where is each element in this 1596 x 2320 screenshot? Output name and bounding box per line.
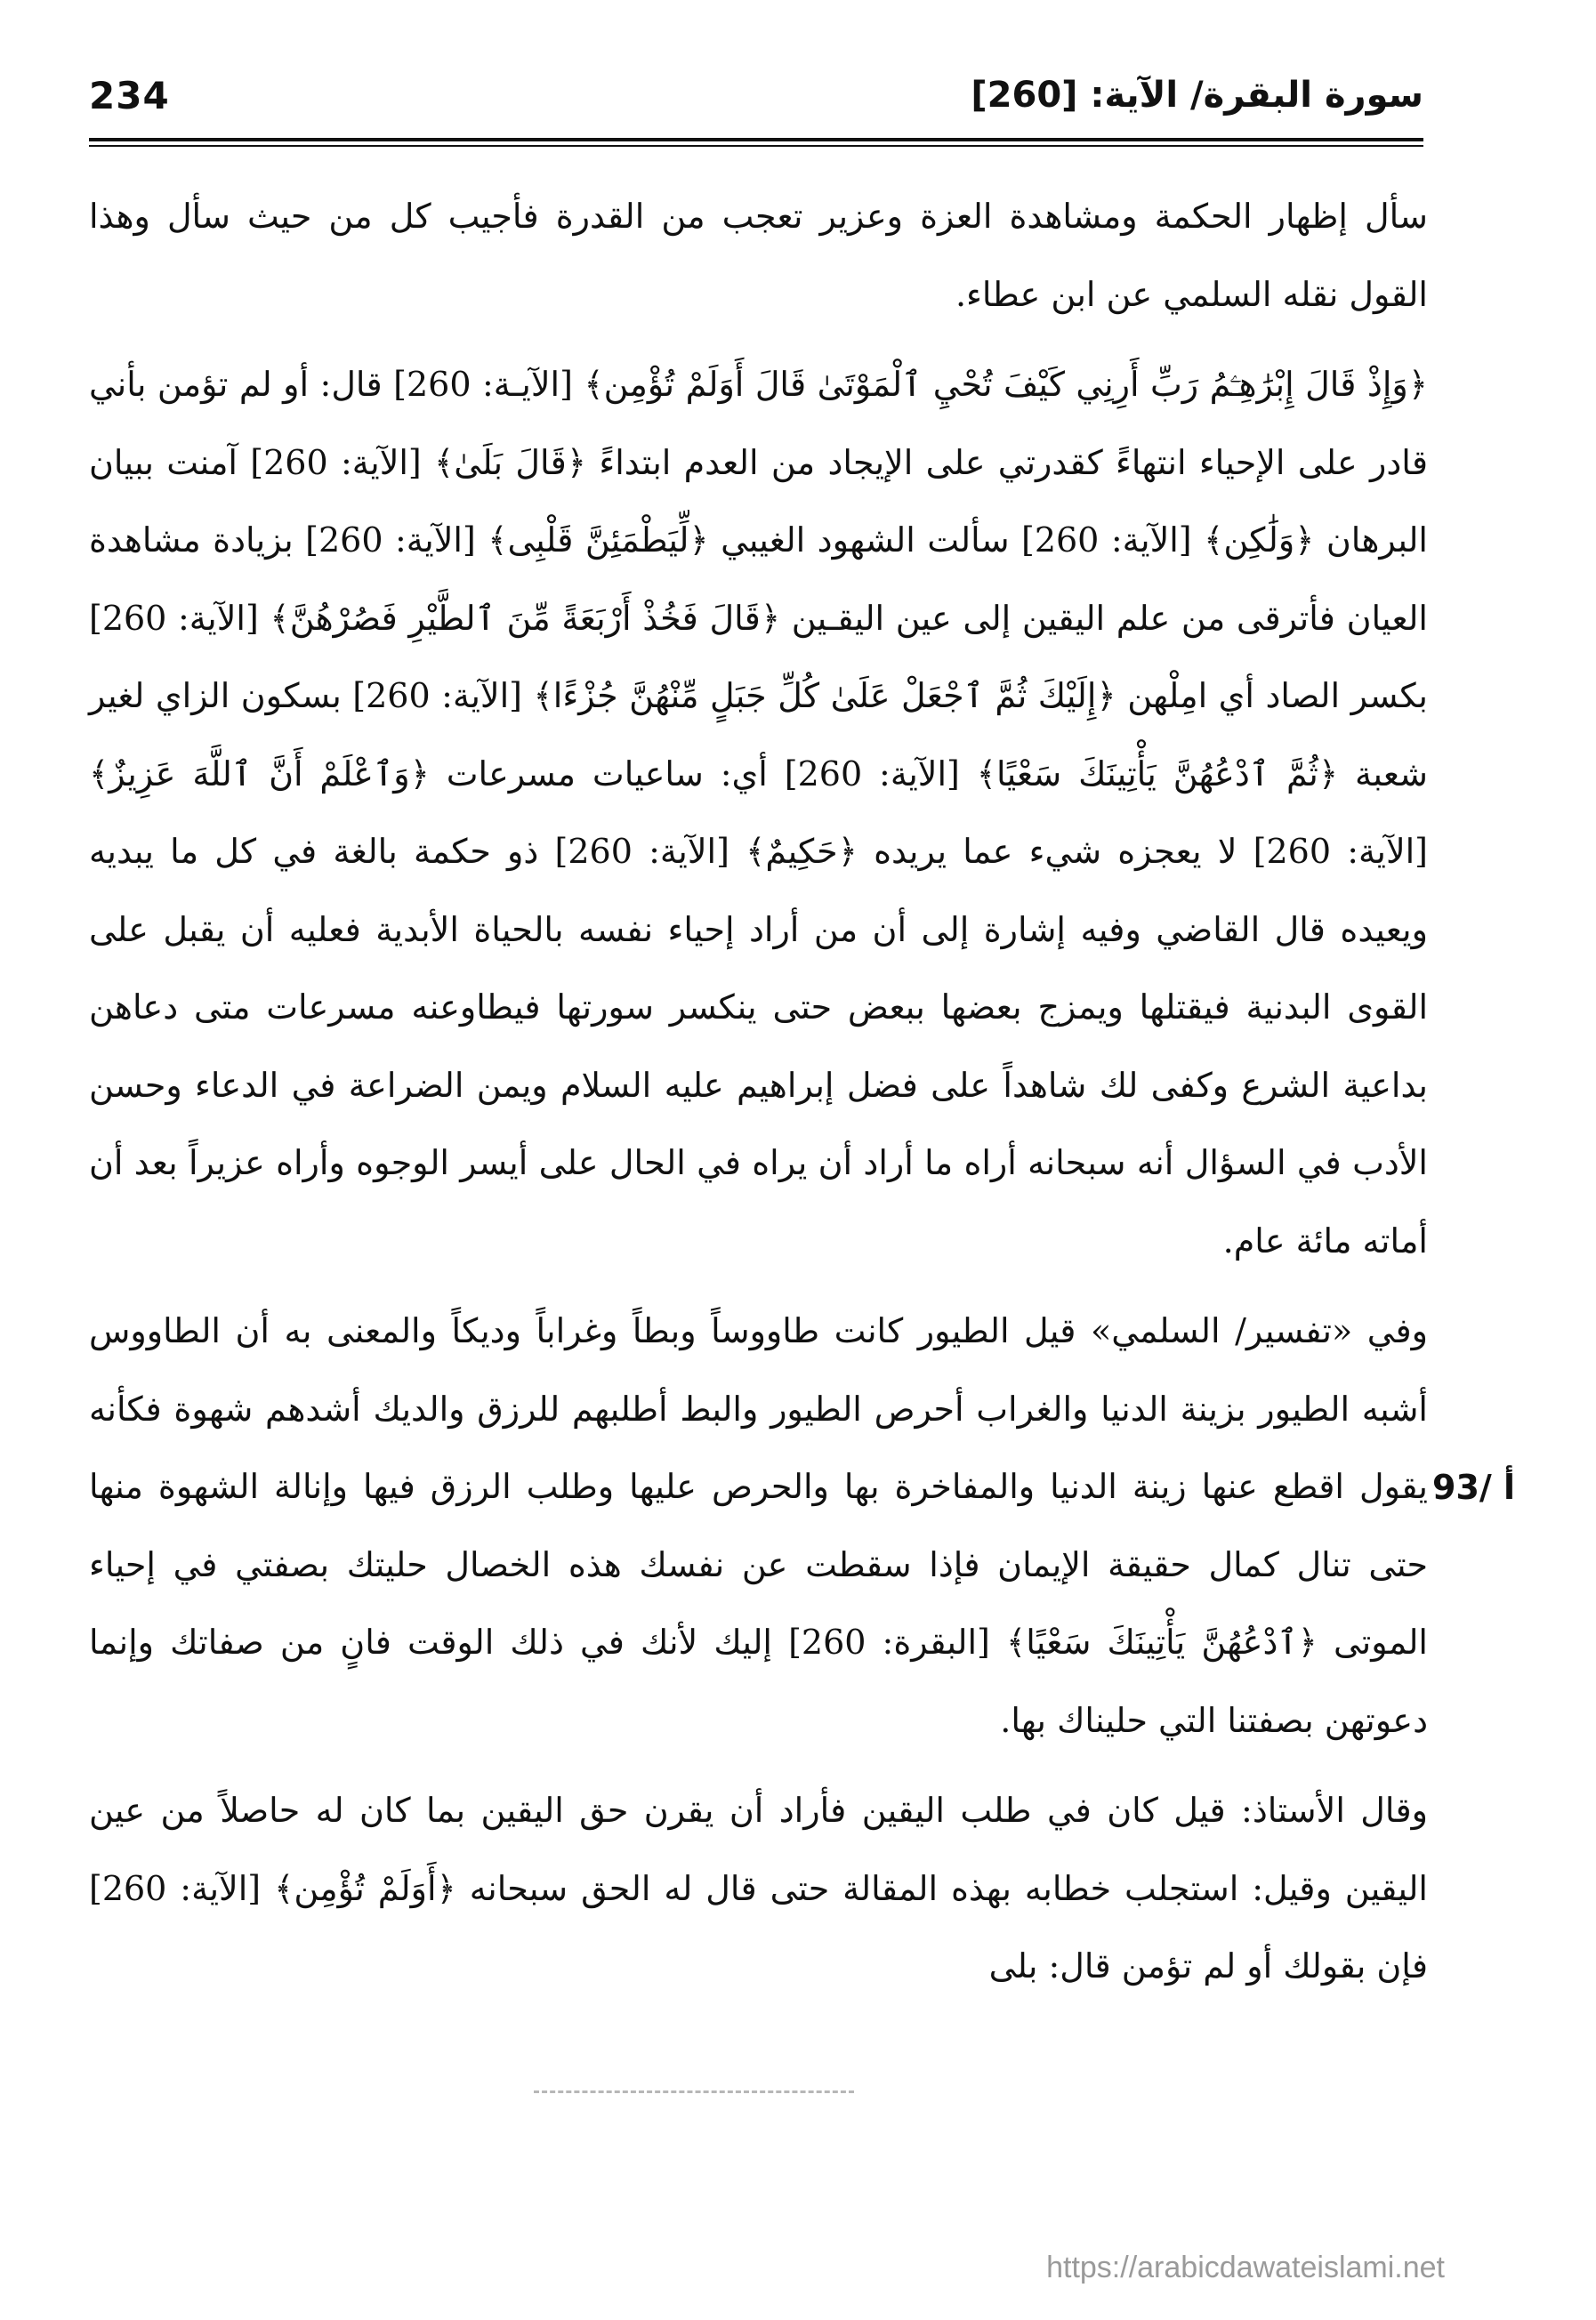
page-number: 234 <box>89 73 170 117</box>
paragraph-3: وفي «تفسير/ السلمي» قيل الطيور كانت طاووساً وبطاً وغراباً وديكاً والمعنى به أن الطاووس أشبه الطيور بزينة الدنيا والغراب أحرص الطيور والبط أطلبهم للرزق والديك أشدهم شهوة فكأنه يقول اقطع عنها زينة الدنيا والمفاخرة بها والحرص عليها وطلب الرزق فيها وإنالة الشهوة منها حتى تنال كمال حقيقة الإيمان فإذا سقطت عن نفسك هذه الخصال حليتك بصفتي في إحياء الموتى ﴿ٱدْعُهُنَّ يَأْتِينَكَ سَعْيًا﴾ [البقرة: 260] إليك لأنك في ذلك الوقت فانٍ من صفاتك وإنما دعوتهن بصفتنا التي حليناك بها. <box>89 1311 1428 1740</box>
paragraph-2: ﴿وَإِذْ قَالَ إِبْرَٰهِـۧمُ رَبِّ أَرِنِي كَيْفَ تُحْيِ ٱلْمَوْتَىٰ قَالَ أَوَلَمْ تُؤْمِن﴾ [الآيـة: 260] قال: أو لم تؤمن بأني قادر على الإحياء انتهاءً كقدرتي على الإيجاد من العدم ابتداءً ﴿قَالَ بَلَىٰ﴾ [الآية: 260] آمنت ببيان البرهان ﴿وَلَٰكِن﴾ [الآية: 260] سألت الشهود الغيبي ﴿لِّيَطْمَئِنَّ قَلْبِى﴾ [الآية: 260] بزيادة مشاهدة العيان فأترقى من علم اليقين إلى عين اليقـين ﴿قَالَ فَخُذْ أَرْبَعَةً مِّنَ ٱلطَّيْرِ فَصُرْهُنَّ﴾ [الآية: 260] بكسر الصاد أي امِلْهن ﴿إِلَيْكَ ثُمَّ ٱجْعَلْ عَلَىٰ كُلِّ جَبَلٍ مِّنْهُنَّ جُزْءًا﴾ [الآية: 260] بسكون الزاي لغير شعبة ﴿ثُمَّ ٱدْعُهُنَّ يَأْتِينَكَ سَعْيًا﴾ [الآية: 260] أي: ساعيات مسرعات ﴿وَٱعْلَمْ أَنَّ ٱللَّهَ عَزِيزٌ﴾ [الآية: 260] لا يعجزه شيء عما يريده ﴿حَكِيمٌ﴾ [الآية: 260] ذو حكمة بالغة في كل ما يبديه ويعيده قال القاضي وفيه إشارة إلى أن من أراد إحياء نفسه بالحياة الأبدية فعليه أن يقبل على القوى البدنية فيقتلها ويمزج بعضها ببعض حتى ينكسر سورتها فيطاوعنه مسرعات متى دعاهن بداعية الشرع وكفى لك شاهداً على فضل إبراهيم عليه السلام ويمن الضراعة في الدعاء وحسن الأدب في السؤال أنه سبحانه أراه ما أراد أن يراه في الحال على أيسر الوجوه وأراه عزيراً بعد أن أماته مائة عام. <box>89 365 1429 1261</box>
paragraph-1: سأل إظهار الحكمة ومشاهدة العزة وعزير تعجب من القدرة فأجيب كل من حيث سأل وهذا القول نقله السلمي عن ابن عطاء. <box>89 197 1428 314</box>
page-header <box>89 55 1423 135</box>
scan-artifact <box>534 2090 854 2098</box>
manuscript-folio-marker: 93/ أ <box>1432 1468 1516 1507</box>
main-text <box>89 178 1428 2006</box>
paragraph-4: وقال الأستاذ: قيل كان في طلب اليقين فأراد أن يقرن حق اليقين بما كان له حاصلاً من عين اليقين وقيل: استجلب خطابه بهذه المقالة حتى قال له الحق سبحانه ﴿أَوَلَمْ تُؤْمِن﴾ [الآية: 260] فإن بقولك أو لم تؤمن قال: بلى <box>89 1791 1428 1986</box>
watermark-url: https://arabicdawateislami.net <box>1046 2251 1445 2284</box>
header-rule-thin <box>89 145 1423 147</box>
header-rule-thick <box>89 138 1423 141</box>
chapter-heading: سورة البقرة/ الآية: [260] <box>971 75 1423 116</box>
